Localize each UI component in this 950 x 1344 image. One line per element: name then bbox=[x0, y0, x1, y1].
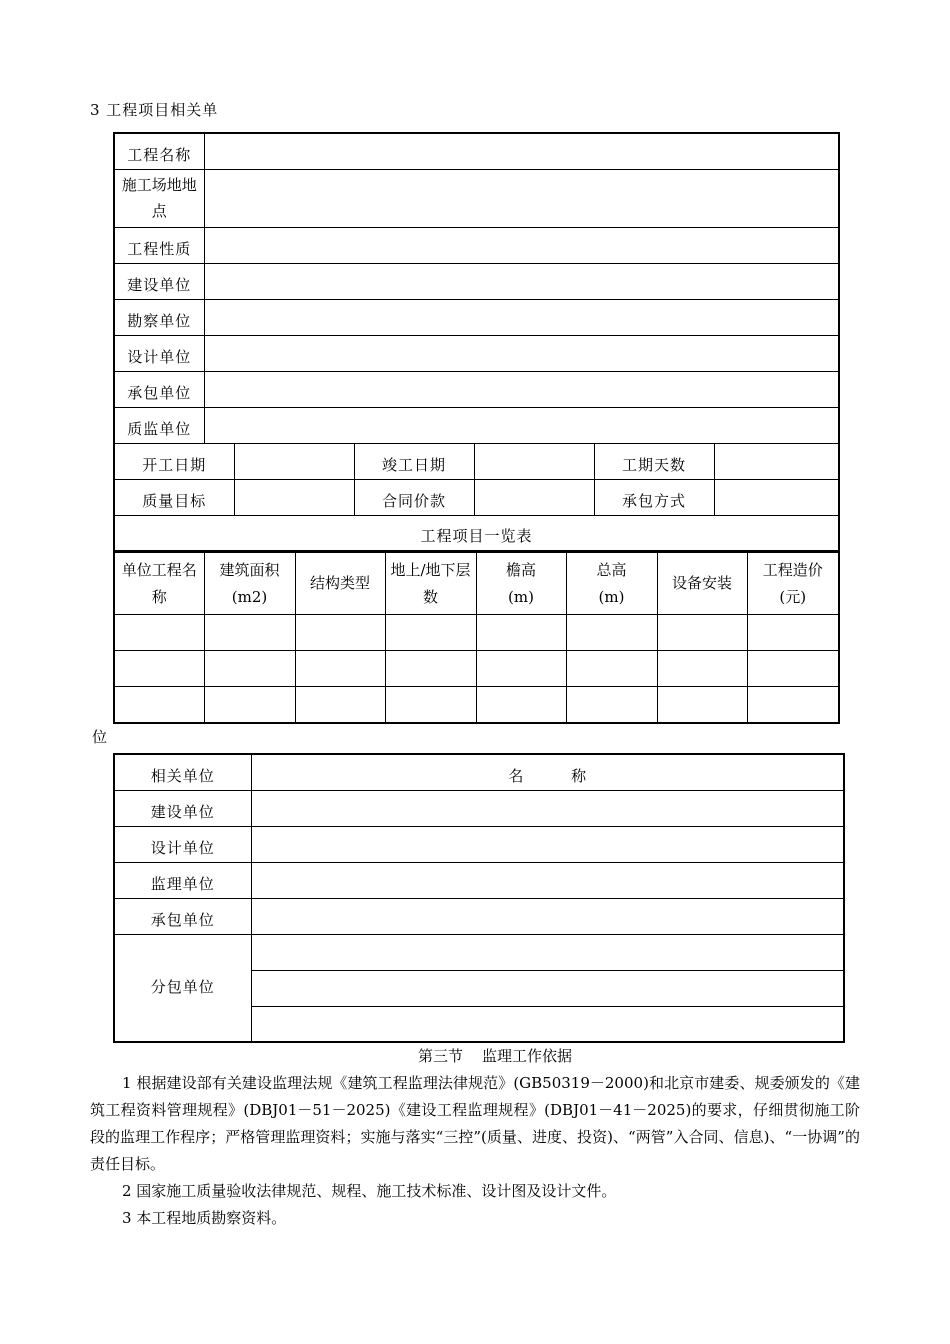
label-construction-unit: 建设单位 bbox=[114, 263, 204, 299]
cell[interactable] bbox=[204, 687, 295, 723]
value-contractor[interactable] bbox=[251, 898, 844, 934]
cell[interactable] bbox=[747, 615, 839, 651]
section-heading: 3 工程项目相关单 bbox=[90, 101, 219, 119]
label-completion-date: 竣工日期 bbox=[354, 443, 474, 479]
label-construction-unit: 建设单位 bbox=[114, 790, 251, 826]
col-building-area: 建筑面积 (m2) bbox=[204, 553, 295, 615]
label-contract-price: 合同价款 bbox=[354, 479, 474, 515]
label-project-name: 工程名称 bbox=[114, 133, 204, 169]
value-contractor[interactable] bbox=[204, 371, 839, 407]
cell[interactable] bbox=[295, 687, 385, 723]
label-contract-mode: 承包方式 bbox=[594, 479, 714, 515]
cell[interactable] bbox=[476, 615, 566, 651]
overview-row bbox=[114, 687, 839, 723]
value-quality-supervision[interactable] bbox=[204, 407, 839, 443]
value-contract-price[interactable] bbox=[474, 479, 594, 515]
cell[interactable] bbox=[114, 687, 204, 723]
label-design-unit: 设计单位 bbox=[114, 826, 251, 862]
cell[interactable] bbox=[566, 615, 657, 651]
value-supervision-unit[interactable] bbox=[251, 862, 844, 898]
basis-paragraph-3: 3 本工程地质勘察资料。 bbox=[122, 1209, 287, 1227]
value-site-location[interactable] bbox=[204, 169, 839, 227]
value-subcontractor-2[interactable] bbox=[251, 970, 844, 1006]
label-contractor: 承包单位 bbox=[114, 371, 204, 407]
header-related-units: 相关单位 bbox=[114, 754, 251, 790]
label-survey-unit: 勘察单位 bbox=[114, 299, 204, 335]
col-total-height: 总高 (m) bbox=[566, 553, 657, 615]
value-survey-unit[interactable] bbox=[204, 299, 839, 335]
cell[interactable] bbox=[566, 687, 657, 723]
cell[interactable] bbox=[566, 651, 657, 687]
value-subcontractor-3[interactable] bbox=[251, 1006, 844, 1042]
value-subcontractor-1[interactable] bbox=[251, 934, 844, 970]
basis-paragraph-1: 1 根据建设部有关建设监理法规《建筑工程监理法律规范》(GB50319－2000)和北京市建委、规委颁发的《建筑工程资料管理规程》(DBJ01－51－2025)《建设工程监理规程》(DBJ01－41－2025)的要求，仔细贯彻施工阶段的监理工作程序；严格管理监理资料；实施与落实“三控”(质量、进度、投资)、“两管”入合同、信息)、“一协调”的责任目标。 bbox=[90, 1074, 860, 1173]
col-structure-type: 结构类型 bbox=[295, 553, 385, 615]
overview-table bbox=[113, 552, 840, 724]
cell[interactable] bbox=[204, 615, 295, 651]
value-duration[interactable] bbox=[714, 443, 839, 479]
value-project-nature[interactable] bbox=[204, 227, 839, 263]
col-floors: 地上/地下层 数 bbox=[385, 553, 476, 615]
col-eave-height: 檐高 (m) bbox=[476, 553, 566, 615]
label-start-date: 开工日期 bbox=[114, 443, 234, 479]
col-unit-project-name: 单位工程名 称 bbox=[114, 553, 204, 615]
value-quality-target[interactable] bbox=[234, 479, 354, 515]
value-design-unit[interactable] bbox=[204, 335, 839, 371]
label-subcontractor: 分包单位 bbox=[114, 934, 251, 1042]
label-duration: 工期天数 bbox=[594, 443, 714, 479]
cell[interactable] bbox=[747, 651, 839, 687]
cell[interactable] bbox=[114, 651, 204, 687]
cell[interactable] bbox=[657, 615, 747, 651]
label-contractor: 承包单位 bbox=[114, 898, 251, 934]
cell[interactable] bbox=[747, 687, 839, 723]
related-units-table bbox=[113, 753, 845, 1043]
cell[interactable] bbox=[657, 651, 747, 687]
cell[interactable] bbox=[476, 651, 566, 687]
label-quality-target: 质量目标 bbox=[114, 479, 234, 515]
cell[interactable] bbox=[476, 687, 566, 723]
value-start-date[interactable] bbox=[234, 443, 354, 479]
overview-row bbox=[114, 615, 839, 651]
project-info-table bbox=[113, 132, 840, 552]
overview-header-row bbox=[114, 553, 839, 615]
cell[interactable] bbox=[204, 651, 295, 687]
value-contract-mode[interactable] bbox=[714, 479, 839, 515]
cell[interactable] bbox=[385, 615, 476, 651]
cell[interactable] bbox=[295, 615, 385, 651]
overview-row bbox=[114, 651, 839, 687]
label-supervision-unit: 监理单位 bbox=[114, 862, 251, 898]
label-design-unit: 设计单位 bbox=[114, 335, 204, 371]
col-cost: 工程造价 (元) bbox=[747, 553, 839, 615]
label-quality-supervision: 质监单位 bbox=[114, 407, 204, 443]
header-name: 名 称 bbox=[251, 754, 844, 790]
cell[interactable] bbox=[385, 651, 476, 687]
value-construction-unit[interactable] bbox=[251, 790, 844, 826]
basis-paragraph-2: 2 国家施工质量验收法律规范、规程、施工技术标准、设计图及设计文件。 bbox=[122, 1182, 617, 1200]
cell[interactable] bbox=[295, 651, 385, 687]
cell[interactable] bbox=[657, 687, 747, 723]
value-project-name[interactable] bbox=[204, 133, 839, 169]
cell[interactable] bbox=[114, 615, 204, 651]
label-site-location: 施工场地地点 bbox=[114, 169, 204, 227]
cell[interactable] bbox=[385, 687, 476, 723]
value-design-unit[interactable] bbox=[251, 826, 844, 862]
section-title: 第三节 监理工作依据 bbox=[417, 1047, 573, 1065]
value-construction-unit[interactable] bbox=[204, 263, 839, 299]
col-equipment: 设备安装 bbox=[657, 553, 747, 615]
orphan-text: 位 bbox=[92, 728, 108, 746]
label-project-nature: 工程性质 bbox=[114, 227, 204, 263]
value-completion-date[interactable] bbox=[474, 443, 594, 479]
overview-title: 工程项目一览表 bbox=[114, 515, 839, 551]
